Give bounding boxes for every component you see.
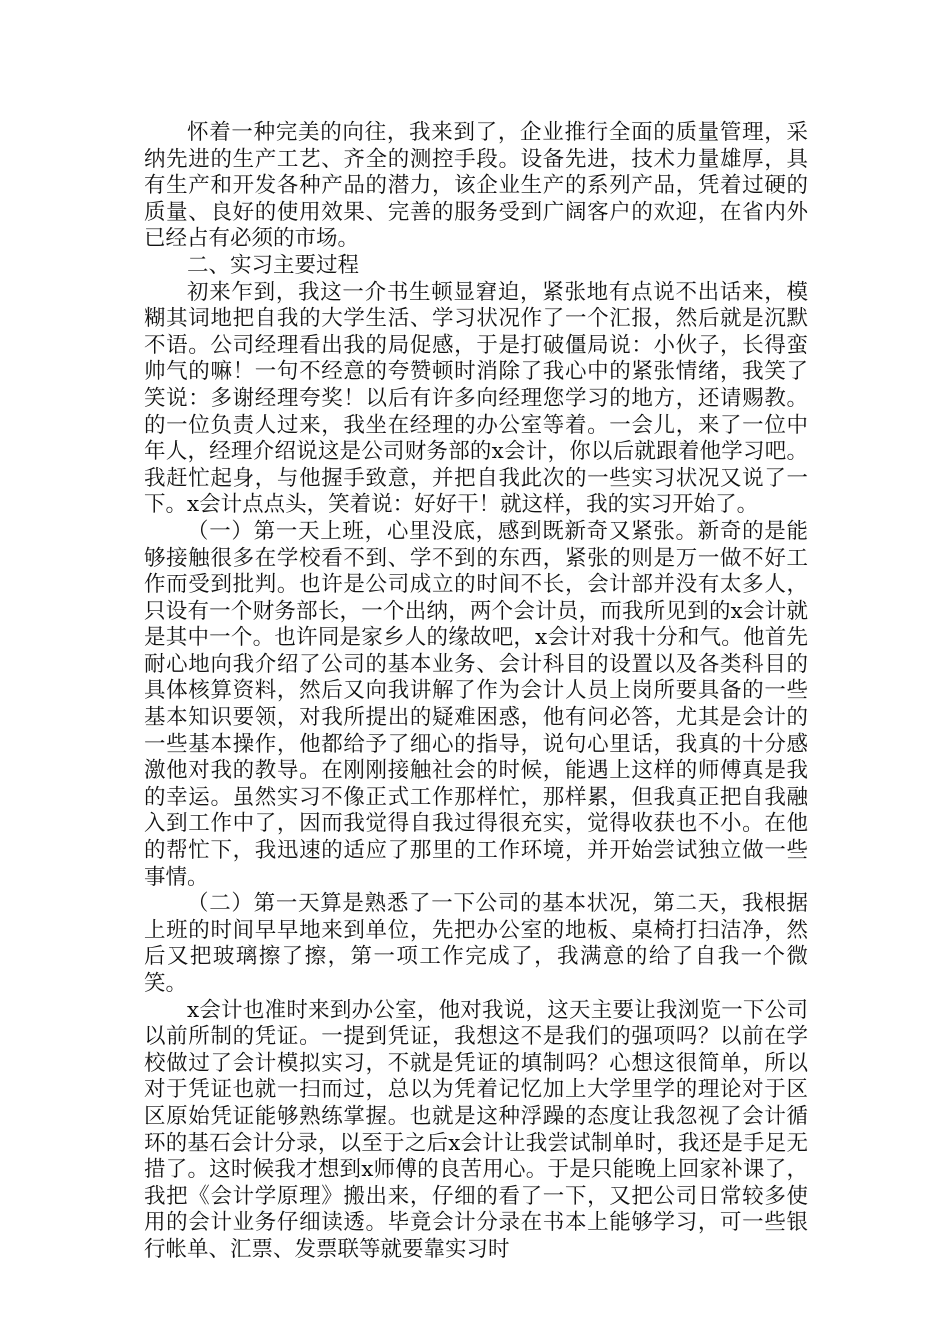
document-body	[144, 120, 808, 1264]
paragraph-arrival: 初来乍到，我这一介书生顿显窘迫，紧张地有点说不出话来，模糊其词地把自我的大学生活、学习状况作了一个汇报，然后就是沉默不语。公司经理看出我的局促感，于是打破僵局说：小伙子，长得蛮帅气的嘛！一句不经意的夸赞顿时消除了我心中的紧张情绪，我笑了笑说：多谢经理夸奖！以后有许多向经理您学习的地方，还请赐教。的一位负责人过来，我坐在经理的办公室等着。一会儿，来了一位中年人，经理介绍说这是公司财务部的x会计，你以后就跟着他学习吧。我赶忙起身，与他握手致意，并把自我此次的一些实习状况又说了一下。x会计点点头，笑着说：好好干！就这样，我的实习开始了。	[144, 279, 808, 518]
paragraph-day-one: （一）第一天上班，心里没底，感到既新奇又紧张。新奇的是能够接触很多在学校看不到、学不到的东西，紧张的则是万一做不好工作而受到批判。也许是公司成立的时间不长，会计部并没有太多人，只设有一个财务部长，一个出纳，两个会计员，而我所见到的x会计就是其中一个。也许同是家乡人的缘故吧，x会计对我十分和气。他首先耐心地向我介绍了公司的基本业务、会计科目的设置以及各类科目的具体核算资料，然后又向我讲解了作为会计人员上岗所要具备的一些基本知识要领，对我所提出的疑难困惑，他有问必答，尤其是会计的一些基本操作，他都给予了细心的指导，说句心里话，我真的十分感激他对我的教导。在刚刚接触社会的时候，能遇上这样的师傅真是我的幸运。虽然实习不像正式工作那样忙，那样累，但我真正把自我融入到工作中了，因而我觉得自我过得很充实，觉得收获也不小。在他的帮忙下，我迅速的适应了那里的工作环境，并开始尝试独立做一些事情。	[144, 518, 808, 890]
paragraph-day-two: （二）第一天算是熟悉了一下公司的基本状况，第二天，我根据上班的时间早早地来到单位，先把办公室的地板、桌椅打扫洁净，然后又把玻璃擦了擦，第一项工作完成了，我满意的给了自我一个微笑。	[144, 891, 808, 996]
section-heading: 二、实习主要过程	[187, 252, 360, 278]
paragraph-vouchers: x会计也准时来到办公室，他对我说，这天主要让我浏览一下公司以前所制的凭证。一提到凭证，我想这不是我们的强项吗？以前在学校做过了会计模拟实习，不就是凭证的填制吗？心想这很简单，所以对于凭证也就一扫而过，总以为凭着记忆加上大学里学的理论对于区区原始凭证能够熟练掌握。也就是这种浮躁的态度让我忽视了会计循环的基石会计分录，以至于之后x会计让我尝试制单时，我还是手足无措了。这时候我才想到x师傅的良苦用心。于是只能晚上回家补课了，我把《会计学原理》搬出来，仔细的看了一下，又把公司日常较多使用的会计业务仔细读透。毕竟会计分录在书本上能够学习，可一些银行帐单、汇票、发票联等就要靠实习时	[144, 997, 808, 1262]
paragraph-intro: 怀着一种完美的向往，我来到了，企业推行全面的质量管理，采纳先进的生产工艺、齐全的测控手段。设备先进，技术力量雄厚，具有生产和开发各种产品的潜力，该企业生产的系列产品，凭着过硬的质量、良好的使用效果、完善的服务受到广阔客户的欢迎，在省内外已经占有必须的市场。	[144, 120, 808, 252]
